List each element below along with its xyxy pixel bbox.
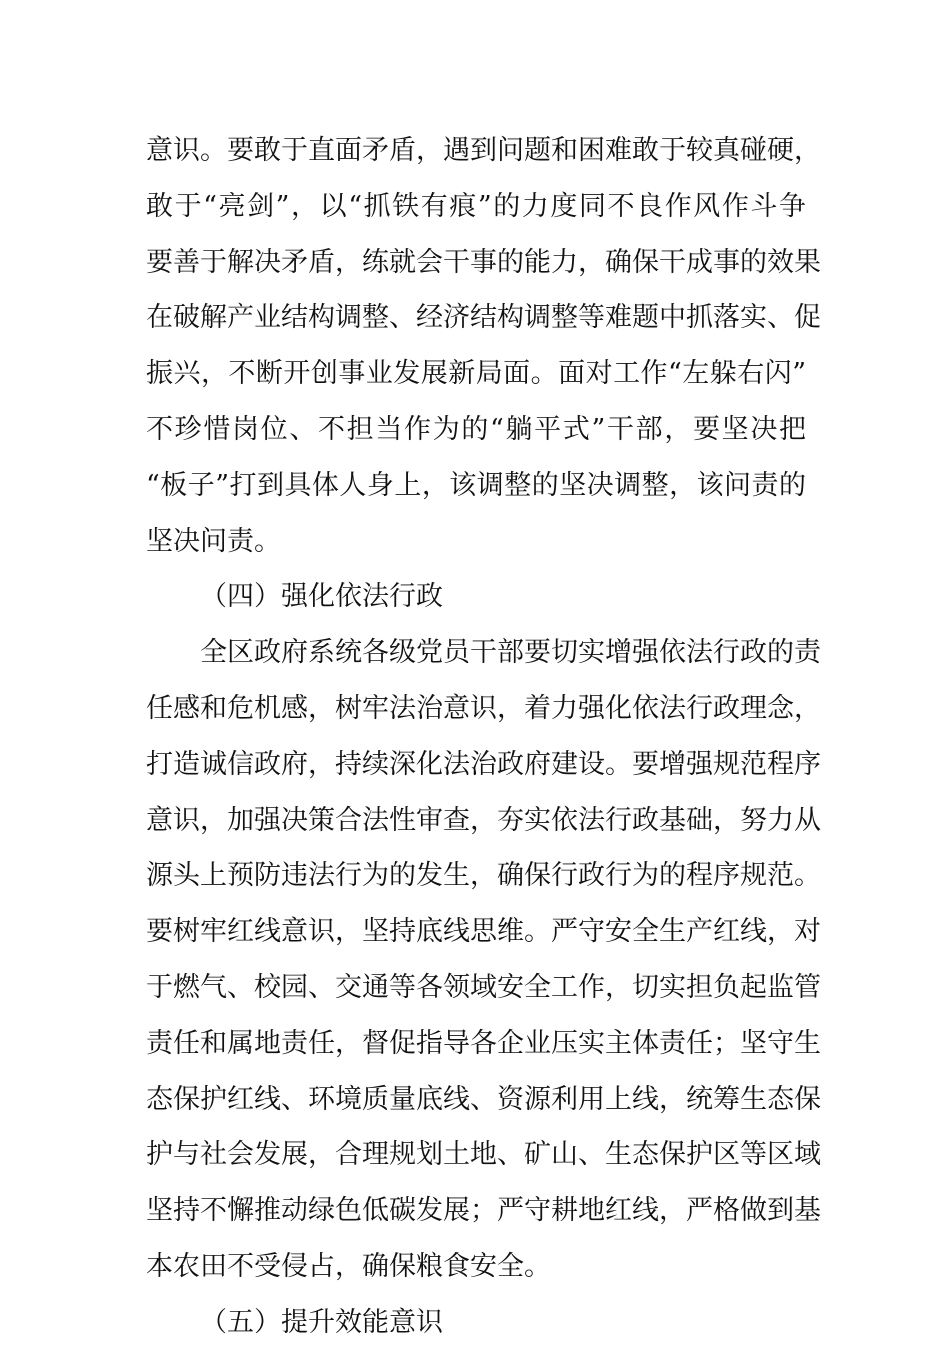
text-line: 任感和危机感，树牢法治意识，着力强化依法行政理念， xyxy=(146,692,821,724)
text-line: 坚持不懈推动绿色低碳发展；严守耕地红线，严格做到基 xyxy=(146,1195,821,1227)
text-line: 振兴，不断开创事业发展新局面。面对工作“左躲右闪” xyxy=(146,358,806,390)
text-line: 敢于“亮剑”，以“抓铁有痕”的力度同不良作风作斗争 xyxy=(146,190,806,222)
section-heading-4: （四）强化依法行政 xyxy=(200,581,443,613)
text-line: 要善于解决矛盾，练就会干事的能力，确保干成事的效果 xyxy=(146,246,821,278)
text-line: 坚决问责。 xyxy=(146,525,281,557)
document-body xyxy=(146,123,821,1351)
text-line: 在破解产业结构调整、经济结构调整等难题中抓落实、促 xyxy=(146,302,821,334)
text-line: 责任和属地责任，督促指导各企业压实主体责任；坚守生 xyxy=(146,1027,821,1059)
text-line: 打造诚信政府，持续深化法治政府建设。要增强规范程序 xyxy=(146,748,821,780)
text-line: 全区政府系统各级党员干部要切实增强依法行政的责 xyxy=(200,637,821,669)
text-line: 不珍惜岗位、不担当作为的“躺平式”干部，要坚决把 xyxy=(146,413,806,445)
text-line: 于燃气、校园、交通等各领域安全工作，切实担负起监管 xyxy=(146,971,821,1003)
section-heading-5: （五）提升效能意识 xyxy=(200,1306,443,1338)
text-line: 态保护红线、环境质量底线、资源利用上线，统筹生态保 xyxy=(146,1083,821,1115)
text-line: 要树牢红线意识，坚持底线思维。严守安全生产红线，对 xyxy=(146,916,821,948)
text-line: 意识。要敢于直面矛盾，遇到问题和困难敢于较真碰硬， xyxy=(146,135,821,166)
text-line: 源头上预防违法行为的发生，确保行政行为的程序规范。 xyxy=(146,860,821,892)
text-line: “板子”打到具体人身上，该调整的坚决调整，该问责的 xyxy=(146,469,806,501)
text-line: 护与社会发展，合理规划土地、矿山、生态保护区等区域 xyxy=(146,1139,821,1171)
text-line: 本农田不受侵占，确保粮食安全。 xyxy=(146,1250,551,1282)
text-line: 意识，加强决策合法性审查，夯实依法行政基础，努力从 xyxy=(146,804,821,836)
